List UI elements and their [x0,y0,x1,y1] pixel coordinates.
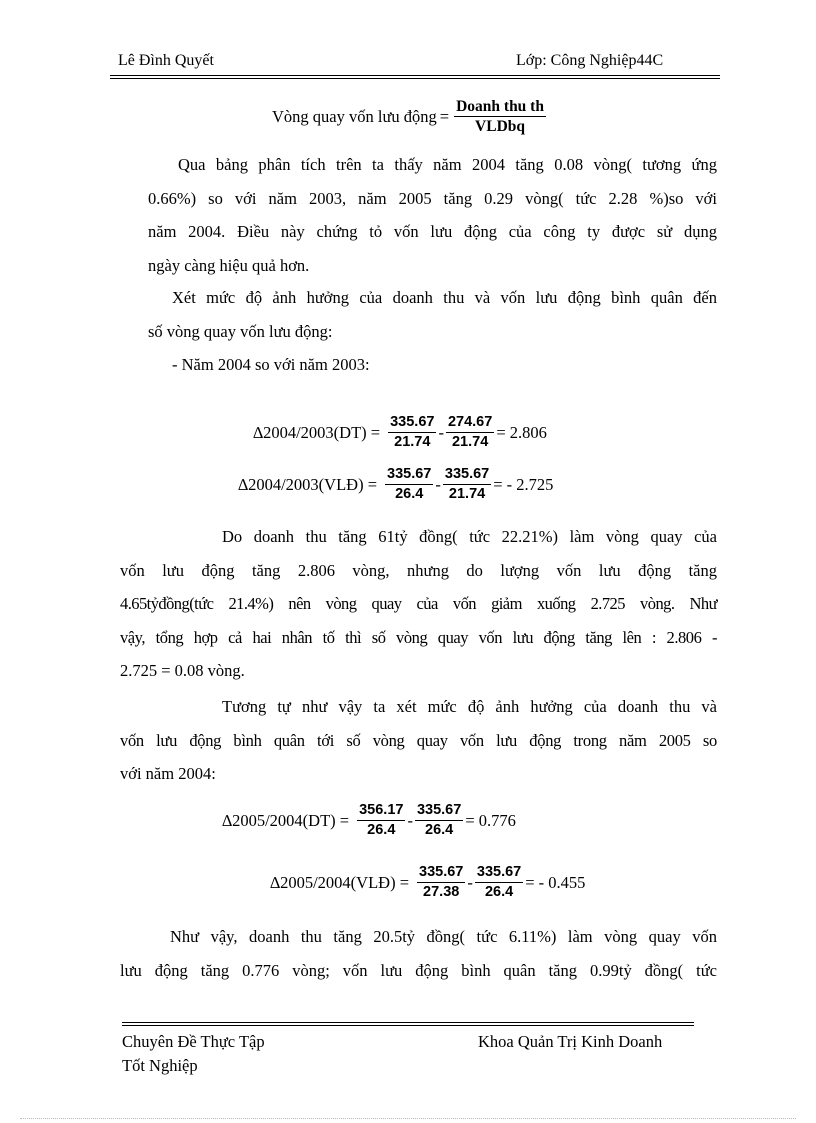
paragraph-line: lưu động tăng 0.776 vòng; vốn lưu động bình quân tăng 0.99tỷ đồng( tức [120,960,717,980]
formula-main-denominator: VLDbq [475,118,526,135]
fraction-numerator: 335.67 [475,864,523,883]
header-class: Lớp: Công Nghiệp44C [516,52,664,69]
fraction-denominator: 26.4 [395,486,424,502]
page-edge [20,1118,796,1119]
formula-main-fraction [454,98,546,135]
footer-left [122,1030,265,1078]
equation-result: = - 2.725 [493,474,554,494]
equation-result: = - 0.455 [525,872,586,892]
fraction-denominator: 21.74 [394,434,431,450]
paragraph-line: - Năm 2004 so với năm 2003: [172,355,370,374]
paragraph-line: vốn lưu động tăng 2.806 vòng, nhưng do lượng vốn lưu động tăng [120,560,717,580]
fraction [446,414,494,451]
paragraph-4 [120,690,717,791]
fraction [388,414,436,451]
formula-main [272,98,548,135]
fraction-numerator: 335.67 [388,414,436,433]
fraction [357,802,405,839]
paragraph-line: vậy, tổng hợp cả hai nhân tố thì số vòng quay vốn lưu động tăng lên : 2.806 - [120,627,717,647]
equation-lhs: ∆2004/2003(VLĐ) = [238,474,378,494]
fraction-denominator: 21.74 [451,434,489,450]
paragraph-line: 0.66%) so với năm 2003, năm 2005 tăng 0.29 vòng( tức 2.28 %)so với [148,188,717,208]
formula-main-eq: = [439,106,450,126]
fraction-numerator: 356.17 [357,802,405,821]
header-divider-thin [110,78,720,79]
equation-lhs: ∆2005/2004(DT) = [222,810,350,830]
fraction-denominator: 26.4 [484,884,514,900]
equation-operator: - [435,474,441,494]
paragraph-1 [148,148,717,282]
paragraph-3 [120,520,717,688]
fraction-numerator: 335.67 [417,864,465,883]
equation-result: = 2.806 [496,422,547,442]
equation-operator: - [407,810,413,830]
equation-operator: - [438,422,444,442]
footer-left-line1: Chuyên Đề Thực Tập [122,1032,265,1051]
equation-operator: - [467,872,473,892]
formula-main-numerator: Doanh thu th [456,98,544,115]
fraction-denominator: 27.38 [423,884,460,900]
fraction [443,466,491,503]
fraction-numerator: 274.67 [446,414,494,433]
equation-lhs: ∆2004/2003(DT) = [253,422,381,442]
footer-divider [122,1022,694,1023]
fraction-denominator: 26.4 [367,822,396,838]
paragraph-line: Như vậy, doanh thu tăng 20.5tỷ đồng( tức 6.11%) làm vòng quay vốn [170,927,717,946]
header-author: Lê Đình Quyết [118,52,214,69]
footer-right: Khoa Quản Trị Kinh Doanh [478,1032,663,1051]
footer-left-line2: Tốt Nghiệp [122,1056,198,1075]
paragraph-line: Tương tự như vậy ta xét mức độ ảnh hưởng của doanh thu và [222,697,717,716]
paragraph-line: ngày càng hiệu quả hơn. [148,255,310,275]
footer-divider-thin [122,1025,694,1026]
fraction-numerator: 335.67 [385,466,433,485]
paragraph-line: với năm 2004: [120,764,216,783]
fraction [415,802,463,839]
paragraph-line: Do doanh thu tăng 61tỷ đồng( tức 22.21%) làm vòng quay của [222,527,717,546]
paragraph-line: năm 2004. Điều này chứng tỏ vốn lưu động của công ty được sử dụng [148,222,717,241]
paragraph-line: vốn lưu động bình quân tới số vòng quay vốn lưu động trong năm 2005 so [120,730,717,750]
equation-vld-2004 [238,466,553,503]
equation-vld-2005 [270,864,585,901]
fraction [385,466,433,503]
header-divider [110,75,720,76]
fraction-numerator: 335.67 [443,466,491,485]
fraction [475,864,523,901]
paragraph-line: 4.65tỷđồng(tức 21.4%) nên vòng quay của vốn giảm xuống 2.725 vòng. Như [120,594,717,613]
formula-main-lhs: Vòng quay vốn lưu động [272,106,437,126]
paragraph-5 [120,920,717,987]
equation-lhs: ∆2005/2004(VLĐ) = [270,872,410,892]
paragraph-line: Qua bảng phân tích trên ta thấy năm 2004 tăng 0.08 vòng( tương ứng [178,155,717,174]
paragraph-2 [148,281,717,382]
fraction-denominator: 21.74 [448,486,486,502]
fraction-numerator: 335.67 [415,802,463,821]
equation-dt-2004 [253,414,547,451]
fraction-denominator: 26.4 [425,822,454,838]
paragraph-line: 2.725 = 0.08 vòng. [120,661,245,680]
equation-dt-2005 [222,802,516,839]
equation-result: = 0.776 [465,810,516,830]
fraction [417,864,465,901]
paragraph-line: số vòng quay vốn lưu động: [148,321,333,341]
paragraph-line: Xét mức độ ảnh hưởng của doanh thu và vốn lưu động bình quân đến [172,288,717,307]
